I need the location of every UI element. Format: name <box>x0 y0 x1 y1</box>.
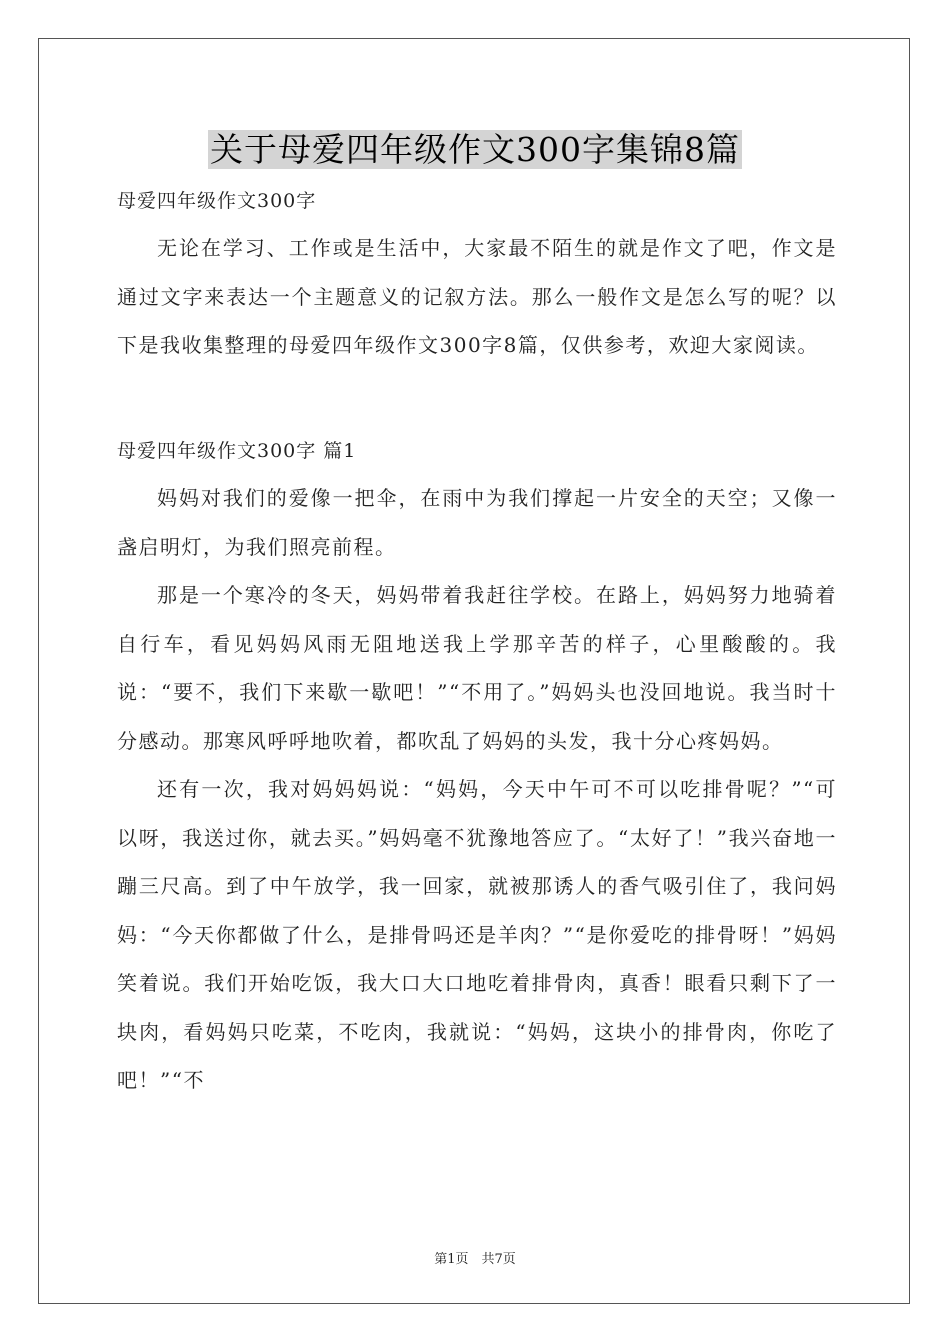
page-footer: 第1页 共7页 <box>434 1252 516 1267</box>
paragraph: 那是一个寒冷的冬天，妈妈带着我赶往学校。在路上，妈妈努力地骑着自行车，看见妈妈风雨无阻地送我上学那辛苦的样子，心里酸酸的。我说：“要不，我们下来歇一歇吧！”“不用了。”妈妈头也没回地说。我当时十分感动。那寒风呼呼地吹着，都吹乱了妈妈的头发，我十分心疼妈妈。 <box>117 583 837 753</box>
paragraph: 还有一次，我对妈妈妈说：“妈妈，今天中午可不可以吃排骨呢？”“可以呀，我送过你，就去买。”妈妈毫不犹豫地答应了。“太好了！”我兴奋地一蹦三尺高。到了中午放学，我一回家，就被那诱人的香气吸引住了，我问妈妈：“今天你都做了什么，是排骨吗还是羊肉？”“是你爱吃的排骨呀！”妈妈笑着说。我们开始吃饭，我大口大口地吃着排骨肉，真香！眼看只剩下了一块肉，看妈妈只吃菜，不吃肉，我就说：“妈妈，这块小的排骨肉，你吃了吧！”“不 <box>117 777 837 1092</box>
paragraph: 无论在学习、工作或是生活中，大家最不陌生的就是作文了吧，作文是通过文字来表达一个主题意义的记叙方法。那么一般作文是怎么写的呢？以下是我收集整理的母爱四年级作文300字8篇，仅供参考，欢迎大家阅读。 <box>117 236 837 357</box>
document-title: 关于母爱四年级作文300字集锦8篇 <box>210 130 740 169</box>
paragraph: 妈妈对我们的爱像一把伞，在雨中为我们撑起一片安全的天空；又像一盏启明灯，为我们照亮前程。 <box>117 486 837 559</box>
article-body <box>117 474 837 1105</box>
intro-paragraph <box>117 224 837 370</box>
subtitle: 母爱四年级作文300字 <box>117 190 317 212</box>
section-heading: 母爱四年级作文300字 篇1 <box>117 440 357 462</box>
